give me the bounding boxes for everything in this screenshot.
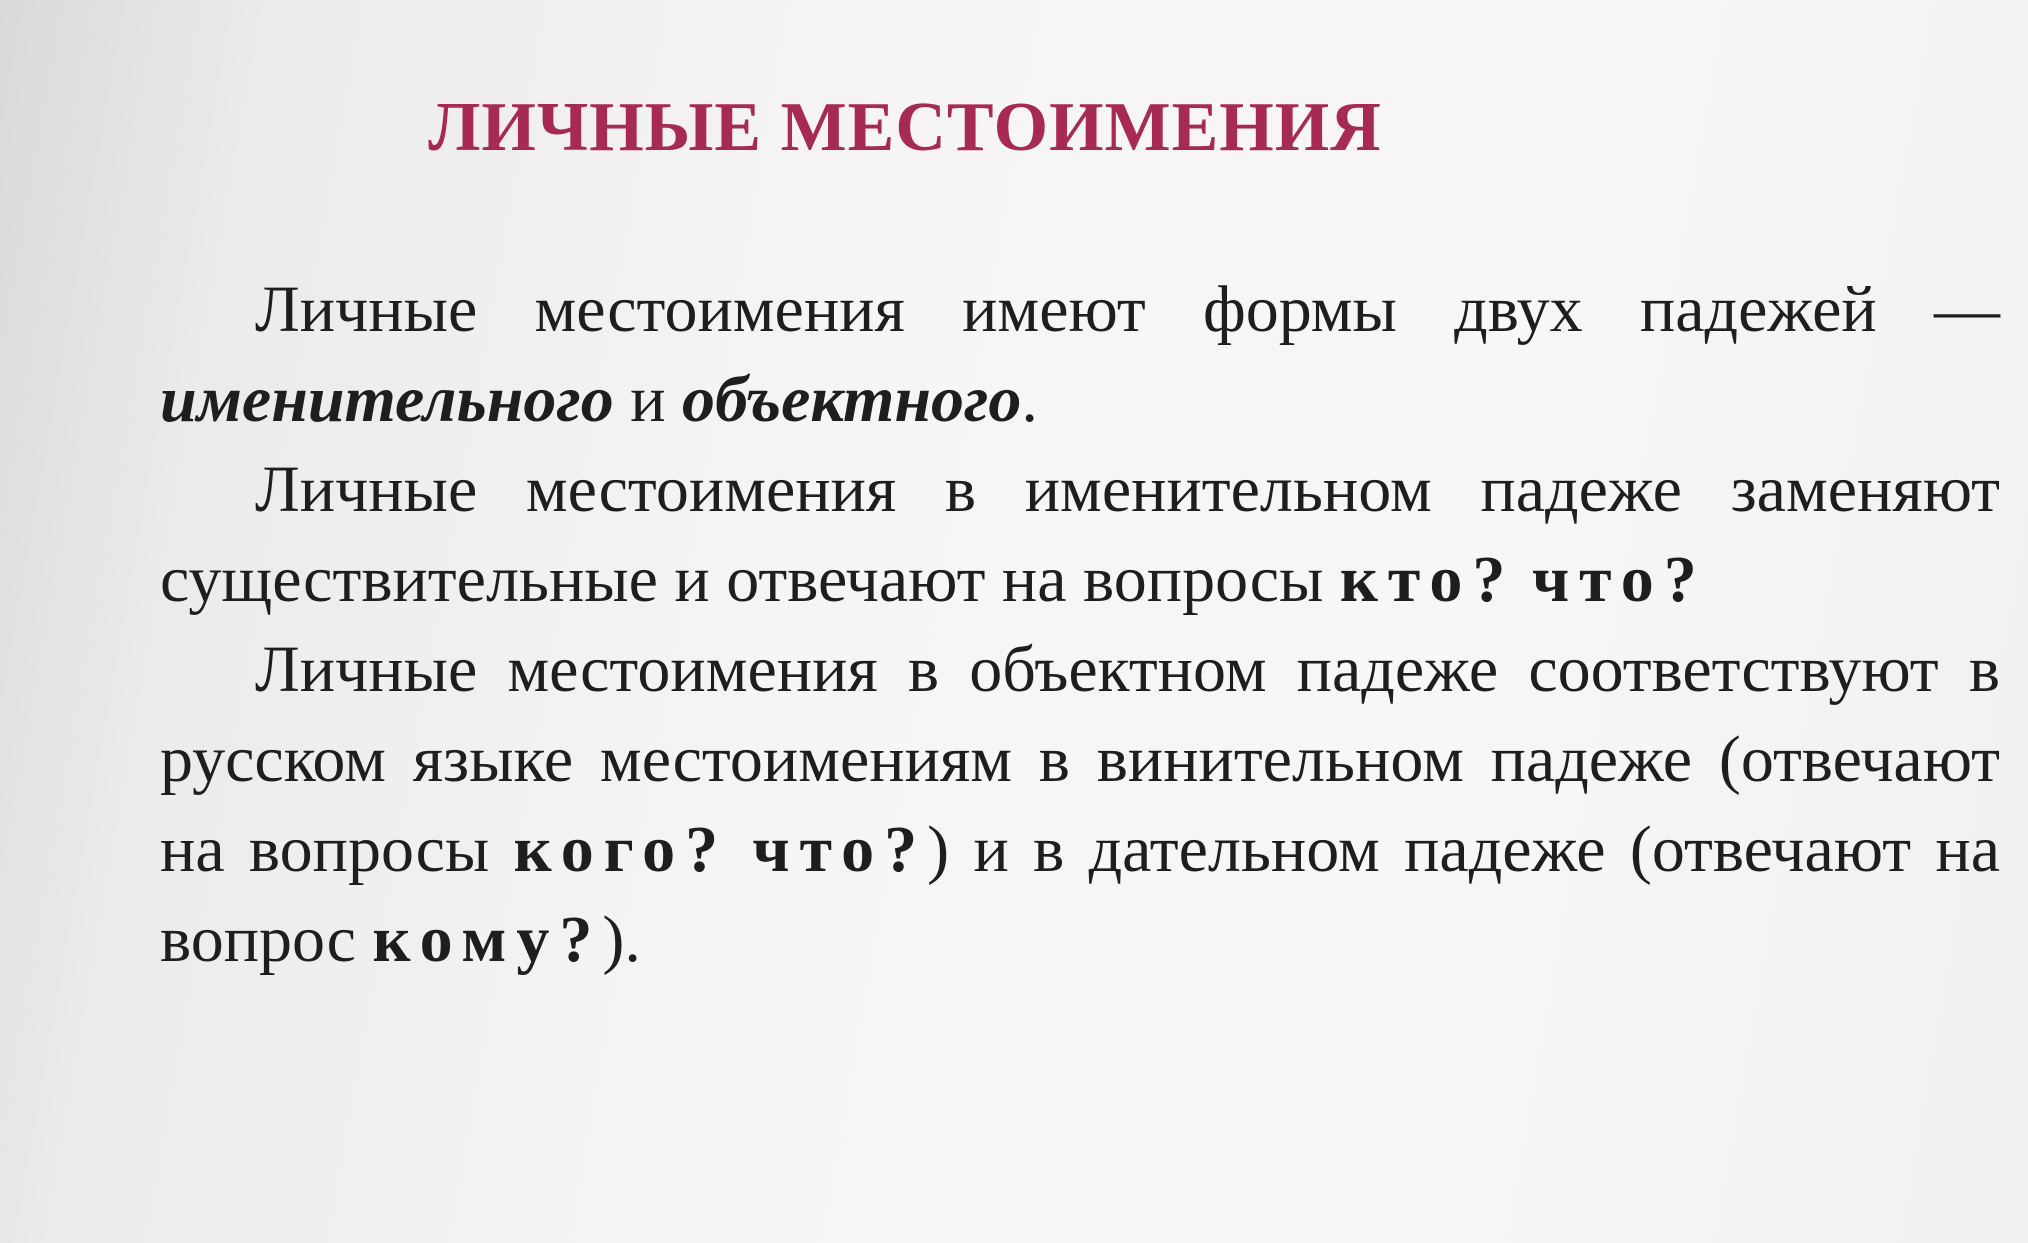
paragraph-text: Личные местоимения в объектном падеже соответствуют в русском языке местоимениям в винительном падеже (отвечают на вопросы xyxy=(160,633,2000,886)
paragraph-text: Личные местоимения в именительном падеже заменяют существительные и отвечают на вопросы xyxy=(160,453,2000,616)
paragraph-cases xyxy=(160,265,2000,445)
paragraph-text: ). xyxy=(602,903,641,976)
question-to-whom: кому? xyxy=(372,903,603,976)
space xyxy=(728,813,752,886)
paragraph-text: Личные местоимения имеют формы двух падежей — xyxy=(255,273,2000,346)
term-nominative: именительного xyxy=(160,363,614,436)
question-what: что? xyxy=(1531,543,1707,616)
section-title: ЛИЧНЫЕ МЕСТОИМЕНИЯ xyxy=(428,89,1382,166)
period: . xyxy=(1021,363,1038,436)
paragraph-objective xyxy=(160,625,2000,985)
question-what: что? xyxy=(752,813,928,886)
question-whom: кого? xyxy=(513,813,729,886)
space xyxy=(1515,543,1532,616)
conjunction: и xyxy=(613,363,683,436)
term-objective: объектного xyxy=(682,363,1022,436)
paragraph-nominative xyxy=(160,445,2000,625)
body-text xyxy=(160,265,2000,985)
question-who: кто? xyxy=(1339,543,1516,616)
paragraph-text: ) и в дательном падеже (отвечают на вопрос xyxy=(160,813,2000,976)
